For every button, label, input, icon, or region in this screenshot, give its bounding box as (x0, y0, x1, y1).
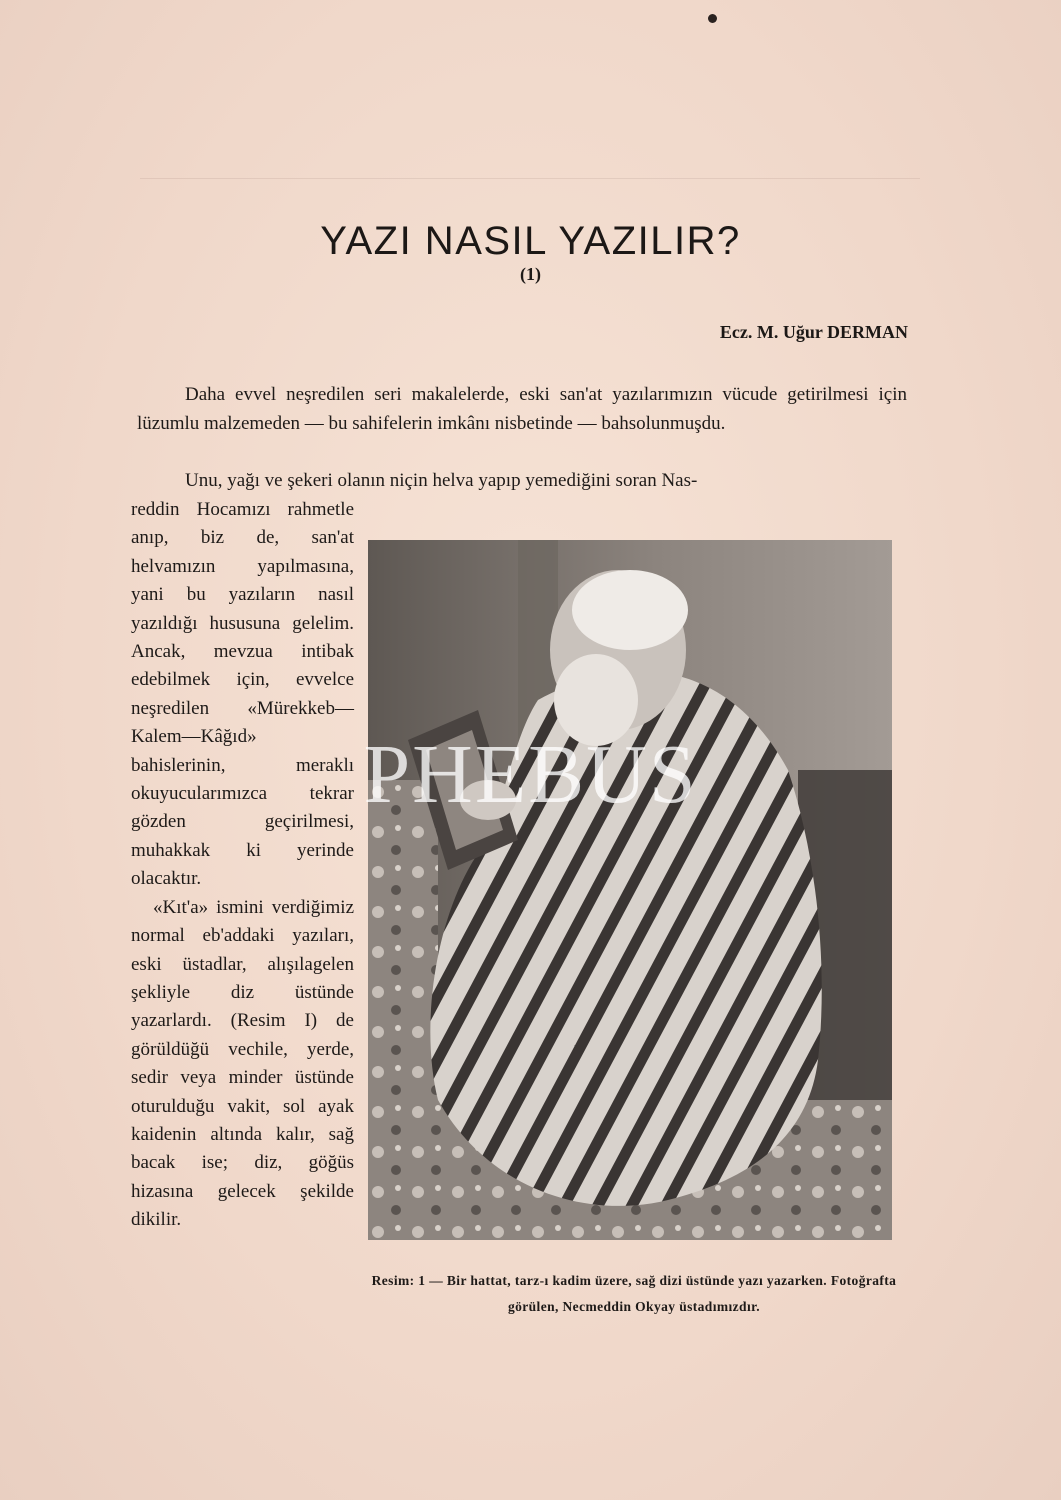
paragraph-second: Unu, yağı ve şekeri olanın niçin helva yapıp yemediğini soran Nas- (185, 470, 698, 491)
bleed-through-rule (140, 178, 920, 179)
photo-illustration (368, 540, 892, 1240)
calligrapher-photo (368, 540, 892, 1240)
left-column-text (131, 496, 354, 1235)
column-paragraph: «Kıt'a» ismini verdiğimiz normal eb'addaki yazıları, eski üstadlar, alışılagelen şekliyle diz üstünde yazarlardı. (Resim I) de görüldüğü vechile, yerde, sedir veya minder üstünde oturulduğu vakit, sol ayak kaidenin altında kalır, sağ bacak ise; diz, göğüs hizasına gelecek şekilde dikilir. (131, 896, 354, 1231)
photo-caption: Resim: 1 — Bir hattat, tarz-ı kadim üzere, sağ dizi üstünde yazı yazarken. Fotoğrafta görülen, Necmeddin Okyay üstadımızdır. (371, 1273, 897, 1314)
author-name: Ecz. M. Uğur DERMAN (719, 322, 908, 342)
paragraph-intro: Daha evvel neşredilen seri makalelerde, eski san'at yazılarımızın vücude getirilmesi için lüzumlu malzemeden — bu sahifelerin imkânı nisbetinde — bahsolunmuşdu. (137, 384, 907, 434)
ink-speck (708, 14, 717, 23)
article-title: YAZI NASIL YAZILIR? (320, 218, 741, 263)
part-number: (1) (520, 264, 541, 284)
watermark: PHEBUS (363, 728, 698, 821)
column-paragraph: reddin Hocamızı rahmetle anıp, biz de, san'at helvamızın yapılmasına, yani bu yazıların nasıl yazıldığı hususuna gelelim. Ancak, mevzua intibak edebilmek için, evvelce neşredilen «Mürekkeb—Kalem—Kâğıd» bahislerinin, meraklı okuyucularımızca tekrar gözden geçirilmesi, muhakkak ki yerinde olacaktır. (131, 499, 354, 890)
